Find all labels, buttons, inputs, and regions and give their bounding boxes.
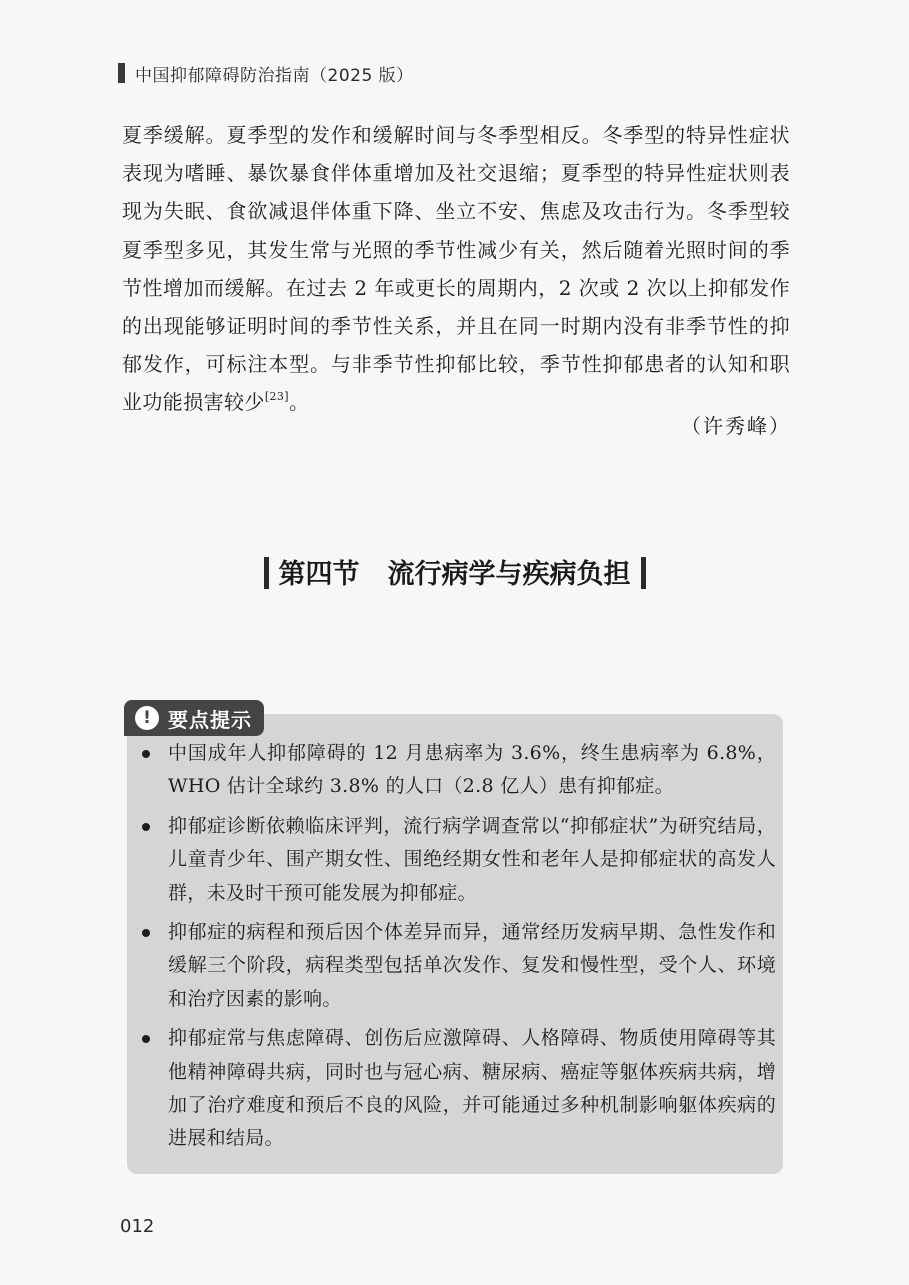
running-header bbox=[118, 60, 414, 86]
section-heading bbox=[0, 552, 909, 591]
header-bar bbox=[118, 63, 125, 83]
heading-right-bar bbox=[641, 557, 646, 589]
list-item-text: 中国成年人抑郁障碍的 12 月患病率为 3.6%，终生患病率为 6.8%，WHO 估计全球约 3.8% 的人口（2.8 亿人）患有抑郁症。 bbox=[168, 742, 776, 798]
keypoints-tab bbox=[124, 700, 264, 736]
bullet-icon bbox=[142, 750, 150, 758]
list-item-text: 抑郁症的病程和预后因个体差异而异，通常经历发病早期、急性发作和缓解三个阶段，病程类型包括单次发作、复发和慢性型，受个人、环境和治疗因素的影响。 bbox=[168, 921, 776, 1010]
list-item-text: 抑郁症常与焦虑障碍、创伤后应激障碍、人格障碍、物质使用障碍等其他精神障碍共病，同时也与冠心病、糖尿病、癌症等躯体疾病共病，增加了治疗难度和预后不良的风险，并可能通过多种机制影响躯体疾病的进展和结局。 bbox=[168, 1027, 776, 1150]
running-title: 中国抑郁障碍防治指南（2025 版） bbox=[135, 65, 414, 86]
bullet-icon bbox=[142, 823, 150, 831]
list-item bbox=[140, 1022, 776, 1156]
page-number: 012 bbox=[120, 1216, 155, 1237]
citation-marker: [23] bbox=[264, 390, 289, 404]
paragraph-end: 。 bbox=[289, 390, 310, 415]
list-item-text: 抑郁症诊断依赖临床评判，流行病学调查常以“抑郁症状”为研究结局，儿童青少年、围产期女性、围绝经期女性和老年人是抑郁症状的高发人群，未及时干预可能发展为抑郁症。 bbox=[168, 814, 776, 904]
section-title-text: 流行病学与疾病负担 bbox=[387, 559, 631, 590]
exclamation-circle-icon: ! bbox=[135, 706, 159, 730]
list-item bbox=[140, 737, 776, 804]
bullet-icon bbox=[142, 929, 150, 937]
paragraph-text: 夏季缓解。夏季型的发作和缓解时间与冬季型相反。冬季型的特异性症状表现为嗜睡、暴饮暴食伴体重增加及社交退缩；夏季型的特异性症状则表现为失眠、食欲减退伴体重下降、坐立不安、焦虑及攻击行为。冬季型较夏季型多见，其发生常与光照的季节性减少有关，然后随着光照时间的季节性增加而缓解。在过去 2 年或更长的周期内，2 次或 2 次以上抑郁发作的出现能够证明时间的季节性关系，并且在同一时期内没有非季节性的抑郁发作，可标注本型。与非季节性抑郁比较，季节性抑郁患者的认知和职业功能损害较少 bbox=[122, 123, 790, 415]
keypoints-list bbox=[140, 737, 776, 1162]
heading-left-bar bbox=[264, 557, 269, 589]
bullet-icon bbox=[142, 1035, 150, 1043]
list-item bbox=[140, 810, 776, 910]
body-paragraph bbox=[122, 116, 790, 422]
section-number: 第四节 bbox=[278, 559, 360, 590]
keypoints-title: 要点提示 bbox=[168, 707, 252, 732]
list-item bbox=[140, 916, 776, 1016]
author-attribution: （许秀峰） bbox=[681, 414, 791, 438]
